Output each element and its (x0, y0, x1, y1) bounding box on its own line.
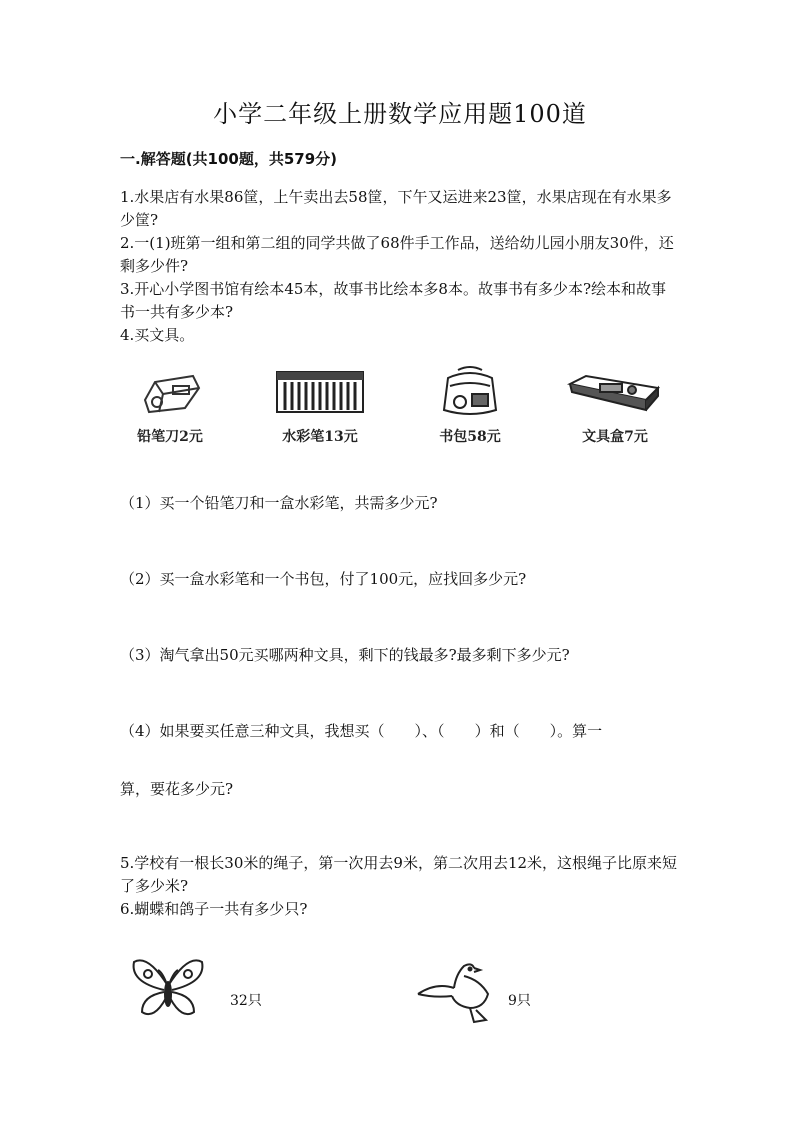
butterfly-count: 32只 (230, 993, 262, 1009)
item-label: 水彩笔13元 (282, 429, 358, 445)
item-school-bag (420, 364, 520, 448)
sub-question-4-part-a: （4）如果要买任意三种文具，我想买（ (120, 722, 385, 740)
question-2: 2.一(1)班第一组和第二组的同学共做了68件手工作品，送给幼儿园小朋友30件，还剩多少件? (120, 234, 674, 275)
sub-question-1: （1）买一个铅笔刀和一盒水彩笔，共需多少元? (120, 494, 438, 512)
item-label: 铅笔刀2元 (137, 429, 203, 445)
question-3: 3.开心小学图书馆有绘本45本，故事书比绘本多8本。故事书有多少本?绘本和故事书一共有多少本? (120, 280, 666, 321)
sub-question-4-continued: 算，要花多少元? (120, 780, 234, 798)
sub-question-2: （2）买一盒水彩笔和一个书包，付了100元，应找回多少元? (120, 570, 527, 588)
sub-question-3: （3）淘气拿出50元买哪两种文具，剩下的钱最多?最多剩下多少元? (120, 646, 570, 664)
sub-question-4 (120, 720, 680, 741)
item-pencil-case (560, 364, 670, 448)
section-heading: 一.解答题(共100题，共579分) (120, 150, 338, 168)
watercolor-pens-icon (265, 364, 375, 418)
butterfly-icon (128, 952, 208, 1024)
pigeon-icon (414, 958, 504, 1026)
sub-question-4-part-c: ）和（ (474, 722, 520, 740)
item-pencil-sharpener (115, 364, 225, 448)
question-5: 5.学校有一根长30米的绳子，第一次用去9米，第二次用去12米，这根绳子比原来短了多少米? (120, 854, 678, 895)
item-label: 文具盒7元 (582, 429, 648, 445)
school-bag-icon (420, 364, 520, 418)
item-label: 书包58元 (439, 429, 501, 445)
item-watercolor-pens (265, 364, 375, 448)
sub-question-4-part-d: ）。算一 (549, 722, 603, 740)
question-1: 1.水果店有水果86筐，上午卖出去58筐，下午又运进来23筐，水果店现在有水果多少筐? (120, 188, 672, 229)
pencil-sharpener-icon (115, 364, 225, 418)
sub-question-4-part-b: ）、（ (414, 722, 445, 740)
pencil-case-icon (560, 364, 670, 418)
pigeon-count: 9只 (508, 993, 531, 1009)
question-6: 6.蝴蝶和鸽子一共有多少只? (120, 900, 308, 918)
page-title: 小学二年级上册数学应用题100道 (213, 100, 587, 128)
question-4: 4.买文具。 (120, 326, 195, 344)
